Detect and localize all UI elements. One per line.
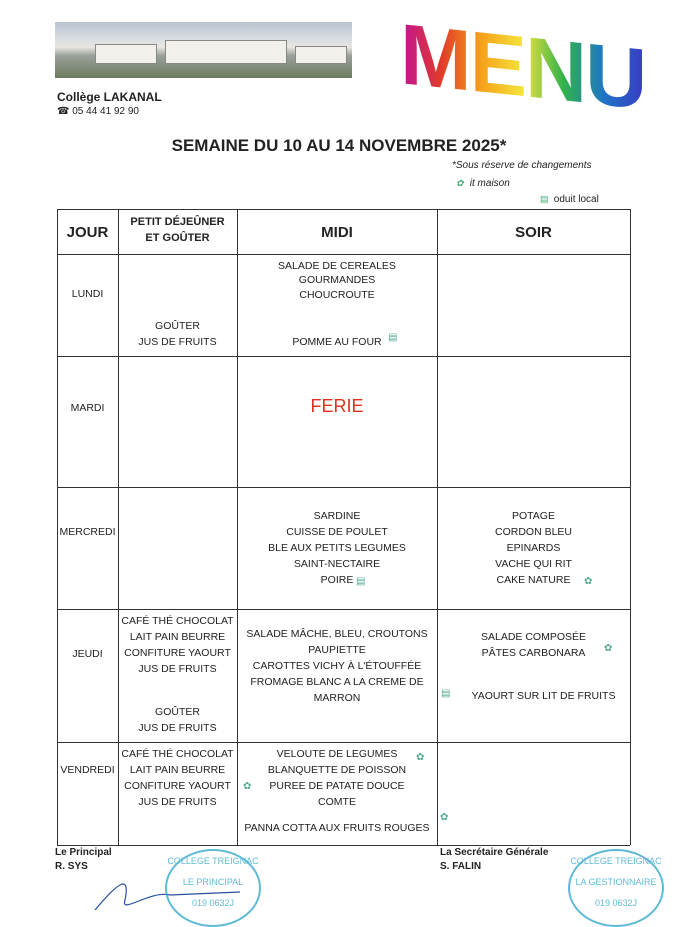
menu-item: JUS DE FRUITS [138,336,217,348]
day-jeudi: JEUDI [72,648,103,660]
principal-role: Le Principal [55,847,112,858]
homemade-icon: ✿ [416,752,425,763]
homemade-icon: ✿ [604,643,613,654]
secretary-role: La Secrétaire Générale [440,847,549,858]
menu-item: POTAGE [512,510,555,522]
menu-item: JUS DE FRUITS [138,796,217,808]
school-photo [55,22,352,78]
homemade-icon: ✿ [440,812,449,823]
menu-item: FROMAGE BLANC A LA CREME DE [250,676,424,688]
homemade-icon: ✿ [243,781,252,792]
school-name: Collège LAKANAL [57,90,162,104]
local-product-icon: ▤ [441,688,451,699]
menu-item: EPINARDS [506,542,561,554]
page-title: SEMAINE DU 10 AU 14 NOVEMBRE 2025* [171,136,507,155]
menu-item: POMME AU FOUR [292,336,382,348]
header-petit-dejeuner: PETIT DÉJEÛNER [130,216,225,228]
menu-item: CORDON BLEU [494,526,572,538]
stamp-code: 019 0632J [594,898,638,908]
local-product-icon: ▤ [540,194,549,204]
menu-item: CHOUCROUTE [299,289,375,301]
stamp-code: 019 0632J [191,898,235,908]
menu-item: CAFÉ THÉ CHOCOLAT [121,615,234,627]
menu-item: SARDINE [313,510,361,522]
stamp-inner-text: LA GESTIONNAIRE [575,877,657,887]
principal-stamp [165,849,261,927]
menu-item: PANNA COTTA AUX FRUITS ROUGES [244,822,430,834]
menu-item: MARRON [313,692,361,704]
stamp-inner-text: LE PRINCIPAL [182,877,244,887]
header-midi: MIDI [321,224,353,241]
menu-item: CAKE NATURE [496,574,571,586]
disclaimer: *Sous réserve de changements [452,160,592,171]
menu-item: JUS DE FRUITS [138,722,217,734]
legend-local-label: oduit local [553,194,599,205]
secretary-stamp [568,849,664,927]
stamp-text: COLLEGE TREIGNAC [167,856,259,866]
header-jour: JOUR [66,224,109,241]
holiday-label: FERIE [310,396,364,416]
header-soir: SOIR [515,224,552,241]
menu-item: GOÛTER [155,320,200,332]
menu-item: CUISSE DE POULET [286,526,388,538]
phone-icon: ☎ [57,106,73,117]
menu-item: PAUPIETTE [308,644,366,656]
day-vendredi: VENDREDI [60,764,115,776]
legend-homemade-label: it maison [469,178,510,189]
menu-item: JUS DE FRUITS [138,663,217,675]
legend-homemade [456,178,510,189]
menu-item: PÂTES CARBONARA [481,647,586,659]
menu-item: CAROTTES VICHY À L'ÉTOUFFÉE [252,660,422,672]
menu-item: SALADE MÂCHE, BLEU, CROUTONS [246,628,428,640]
menu-item: SAINT-NECTAIRE [293,558,381,570]
local-product-icon: ▤ [388,332,398,343]
menu-item: BLANQUETTE DE POISSON [267,764,407,776]
menu-item: YAOURT SUR LIT DE FRUITS [471,690,616,702]
menu-item: CONFITURE YAOURT [124,647,231,659]
principal-name: R. SYS [55,861,88,872]
menu-item: POIRE [320,574,354,586]
school-phone [57,106,139,117]
menu-item: SALADE DE CEREALES [278,260,396,272]
homemade-icon: ✿ [456,178,464,188]
menu-item: VACHE QUI RIT [495,558,572,570]
header-gouter: ET GOÛTER [145,232,210,244]
menu-item: GOURMANDES [298,274,376,286]
phone-number: 05 44 41 92 90 [72,106,139,117]
menu-item: CONFITURE YAOURT [124,780,231,792]
menu-logo: MENU [400,6,646,128]
homemade-icon: ✿ [584,576,593,587]
secretary-name: S. FALIN [440,861,482,872]
menu-item: SALADE COMPOSÉE [480,631,587,643]
day-mardi: MARDI [70,402,105,414]
menu-item: GOÛTER [155,706,200,718]
day-mercredi: MERCREDI [59,526,116,538]
legend-local [540,194,599,205]
stamp-text: COLLEGE TREIGNAC [570,856,662,866]
menu-item: CAFÉ THÉ CHOCOLAT [121,748,234,760]
menu-item: VELOUTE DE LEGUMES [276,748,398,760]
menu-item: LAIT PAIN BEURRE [129,764,226,776]
menu-item: PUREE DE PATATE DOUCE [269,780,405,792]
menu-item: BLE AUX PETITS LEGUMES [268,542,406,554]
menu-item: LAIT PAIN BEURRE [129,631,226,643]
day-lundi: LUNDI [71,288,104,300]
menu-item: COMTE [318,796,356,808]
local-product-icon: ▤ [356,576,366,587]
